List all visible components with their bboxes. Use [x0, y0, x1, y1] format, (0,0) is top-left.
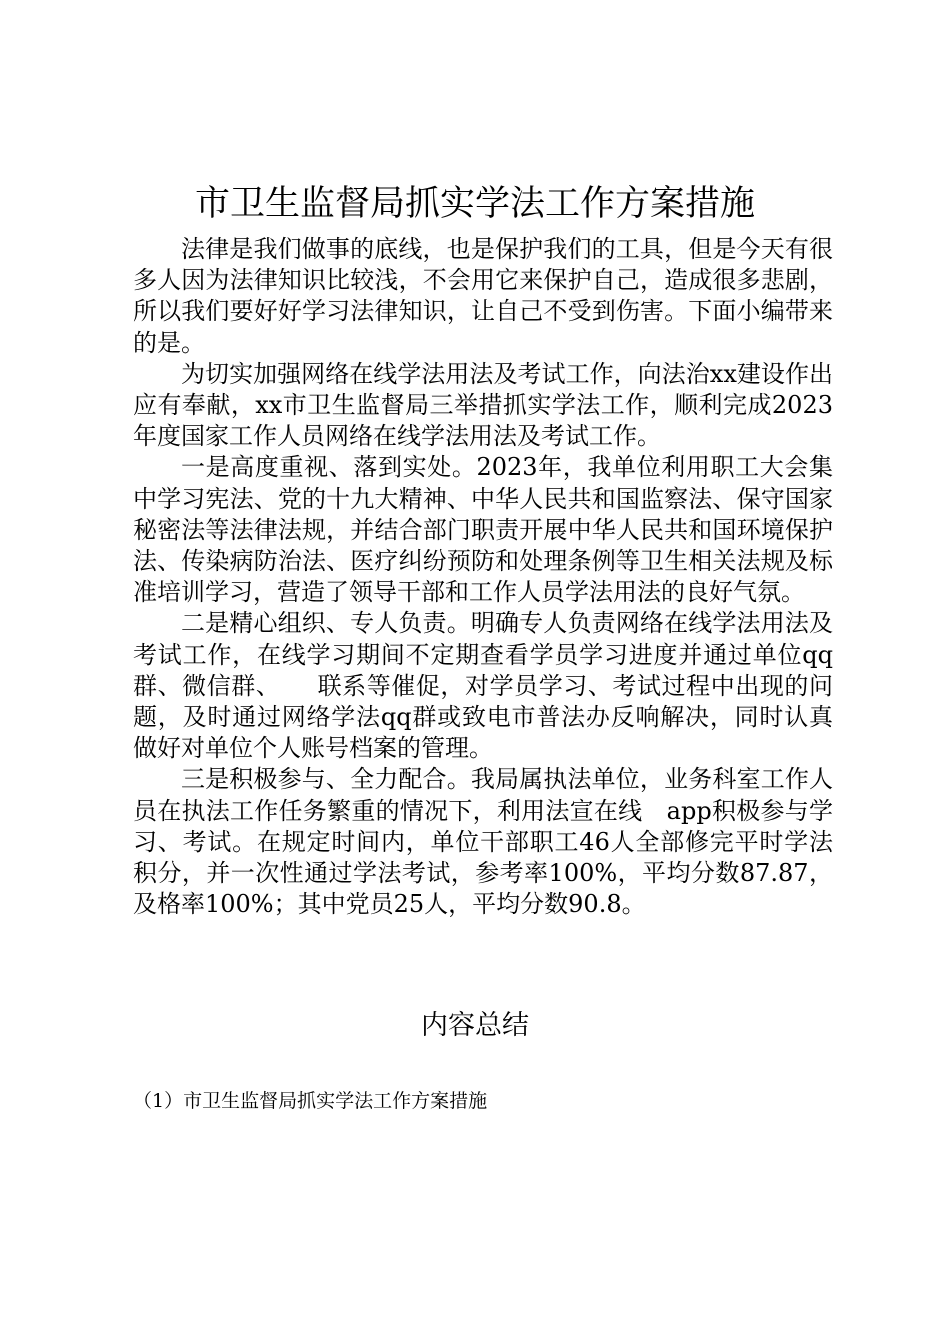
document-body	[133, 234, 833, 920]
paragraph-intro: 法律是我们做事的底线，也是保护我们的工具，但是今天有很多人因为法律知识比较浅，不会用它来保护自己，造成很多悲剧，所以我们要好好学习法律知识，让自己不受到伤害。下面小编带来的是。	[133, 235, 833, 357]
document-title: 市卫生监督局抓实学法工作方案措施	[194, 184, 755, 224]
paragraph-overview: 为切实加强网络在线学法用法及考试工作，向法治xx建设作出应有奉献，xx市卫生监督局三举措抓实学法工作，顺利完成2023年度国家工作人员网络在线学法用法及考试工作。	[133, 359, 833, 451]
summary-heading: 内容总结	[421, 1010, 529, 1041]
paragraph-measure-three: 三是积极参与、全力配合。我局属执法单位，业务科室工作人员在执法工作任务繁重的情况下，利用法宣在线 app积极参与学习、考试。在规定时间内，单位干部职工46人全部修完平时学法积分，并一次性通过学法考试，参考率100%，平均分数87.87，及格率100%；其中党员25人，平均分数90.8。	[133, 765, 833, 919]
paragraph-measure-two: 二是精心组织、专人负责。明确专人负责网络在线学法用法及考试工作，在线学习期间不定期查看学员学习进度并通过单位qq群、微信群、 联系等催促，对学员学习、考试过程中出现的问题，及时通过网络学法qq群或致电市普法办反响解决，同时认真做好对单位个人账号档案的管理。	[133, 609, 833, 763]
paragraph-measure-one: 一是高度重视、落到实处。2023年，我单位利用职工大会集中学习宪法、党的十九大精神、中华人民共和国监察法、保守国家秘密法等法律法规，并结合部门职责开展中华人民共和国环境保护法、传染病防治法、医疗纠纷预防和处理条例等卫生相关法规及标准培训学习，营造了领导干部和工作人员学法用法的良好气氛。	[133, 453, 833, 607]
summary-item: （1）市卫生监督局抓实学法工作方案措施	[133, 1090, 488, 1112]
